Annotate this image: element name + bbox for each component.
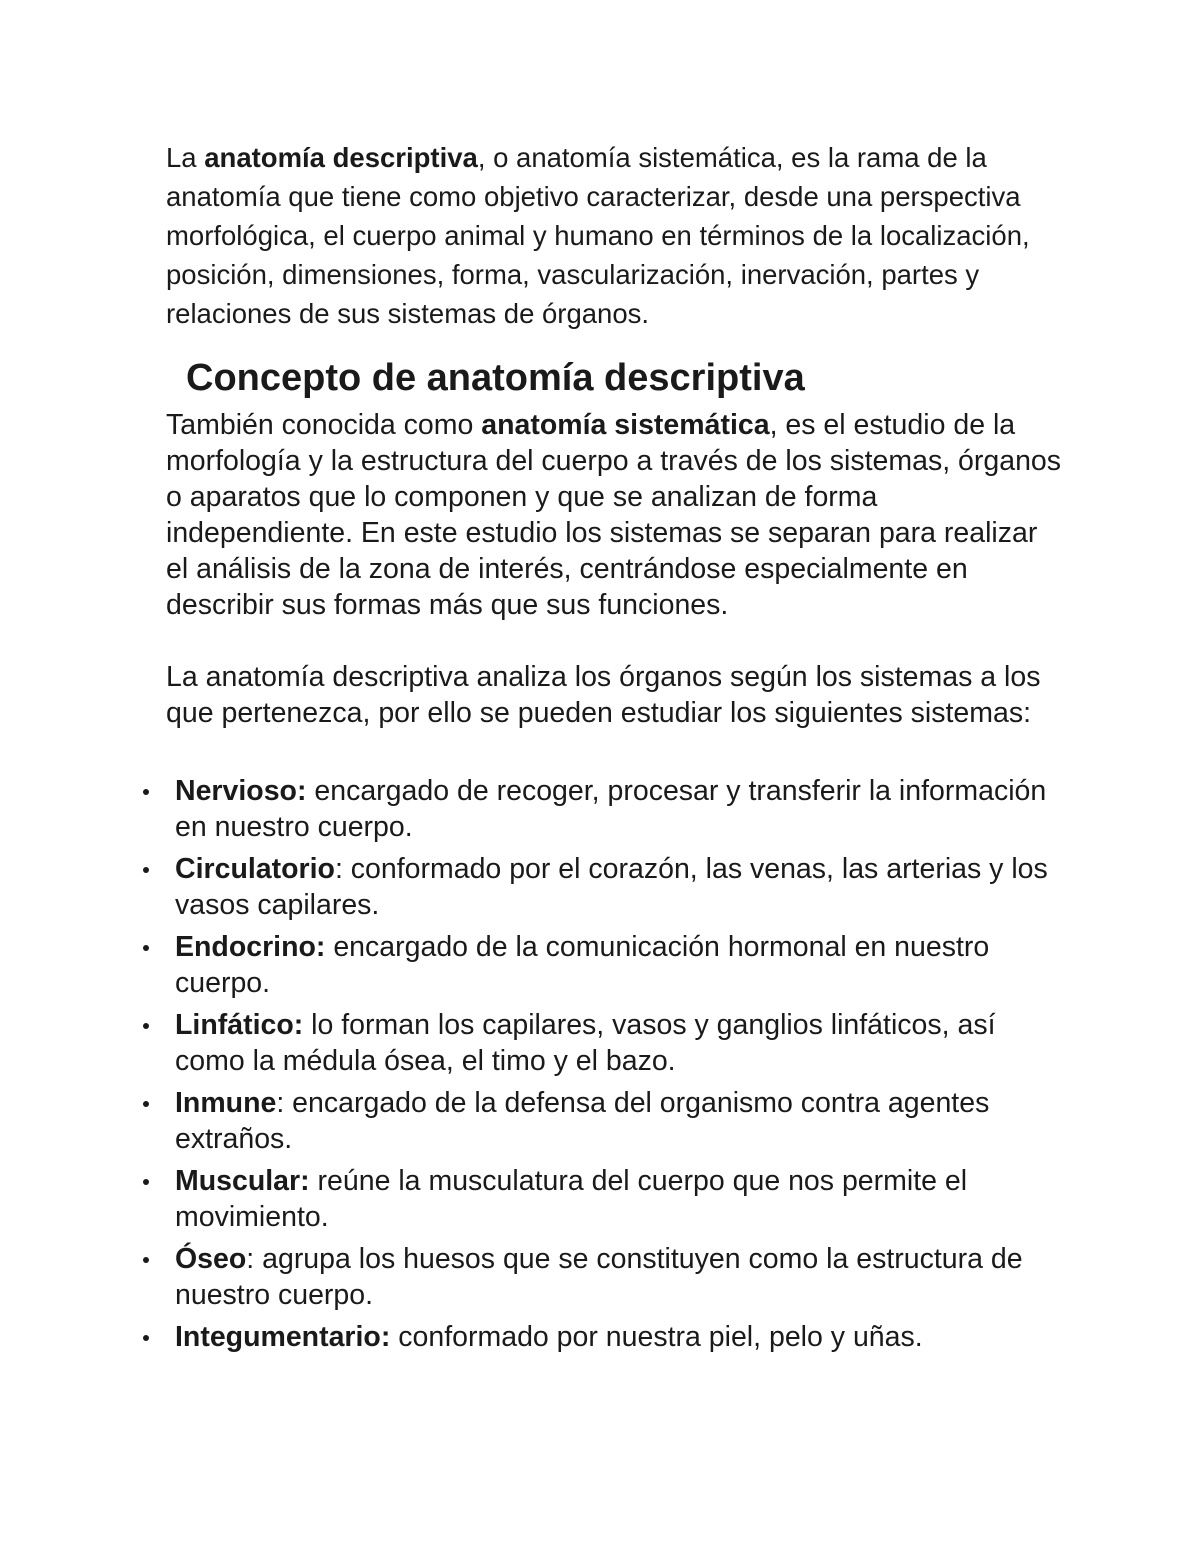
section-heading: Concepto de anatomía descriptiva [186,357,805,399]
system-description: lo forman los capilares, vasos y ganglios linfáticos, así como la médula ósea, el timo y el bazo. [175,1009,996,1077]
paragraph-definition [166,407,1066,623]
bullet-icon [143,945,149,951]
system-term: Circulatorio [175,853,335,885]
intro-rest: , o anatomía sistemática, es la rama de la anatomía que tiene como objetivo caracterizar, desde una perspectiva morfológica, el cuerpo animal y humano en términos de la localización, posición, dimensiones, forma, vascularización, inervación, partes y relaciones de sus sistemas de órganos. [166,142,1030,329]
system-description: encargado de recoger, procesar y transferir la información en nuestro cuerpo. [175,775,1047,843]
list-item-oseo [0,1241,1055,1313]
system-term: Muscular: [175,1165,310,1197]
system-term: Integumentario: [175,1321,391,1353]
system-description: : conformado por el corazón, las venas, las arterias y los vasos capilares. [175,853,1048,921]
list-item-muscular [0,1163,1055,1235]
system-description: reúne la musculatura del cuerpo que nos permite el movimiento. [175,1165,968,1233]
bullet-icon [143,867,149,873]
system-term: Linfático: [175,1009,304,1041]
bullet-icon [143,1335,149,1341]
bullet-icon [143,1101,149,1107]
system-term: Inmune [175,1087,277,1119]
paragraph-definition-prefix: También conocida como [166,409,482,441]
system-term: Endocrino: [175,931,326,963]
system-description: conformado por nuestra piel, pelo y uñas. [390,1321,923,1353]
list-item-integumentario [0,1319,1055,1355]
bullet-icon [143,1023,149,1029]
system-description: : encargado de la defensa del organismo contra agentes extraños. [175,1087,990,1155]
system-term: Nervioso: [175,775,307,807]
intro-paragraph [166,138,1066,333]
bullet-icon [143,789,149,795]
paragraph-systems-intro: La anatomía descriptiva analiza los órganos según los sistemas a los que pertenezca, por ello se pueden estudiar los siguientes sistemas: [166,661,1041,729]
list-item-circulatorio [0,851,1055,923]
list-item-endocrino [0,929,1055,1001]
paragraph-definition-bold-term: anatomía sistemática [481,409,770,441]
bullet-icon [143,1179,149,1185]
system-description: encargado de la comunicación hormonal en nuestro cuerpo. [175,931,990,999]
intro-prefix: La [166,142,205,173]
list-item-nervioso [0,773,1055,845]
systems-list [0,773,1100,1361]
list-item-linfatico [0,1007,1055,1079]
list-item-inmune [0,1085,1055,1157]
paragraph-definition-rest: , es el estudio de la morfología y la estructura del cuerpo a través de los sistemas, órganos o aparatos que lo componen y que se analizan de forma independiente. En este estudio los sistemas se separan para realizar el análisis de la zona de interés, centrándose especialmente en describir sus formas más que sus funciones. [166,409,1062,621]
system-term: Óseo [175,1243,247,1275]
bullet-icon [143,1257,149,1263]
system-description: : agrupa los huesos que se constituyen como la estructura de nuestro cuerpo. [175,1243,1023,1311]
intro-bold-term: anatomía descriptiva [204,142,478,173]
